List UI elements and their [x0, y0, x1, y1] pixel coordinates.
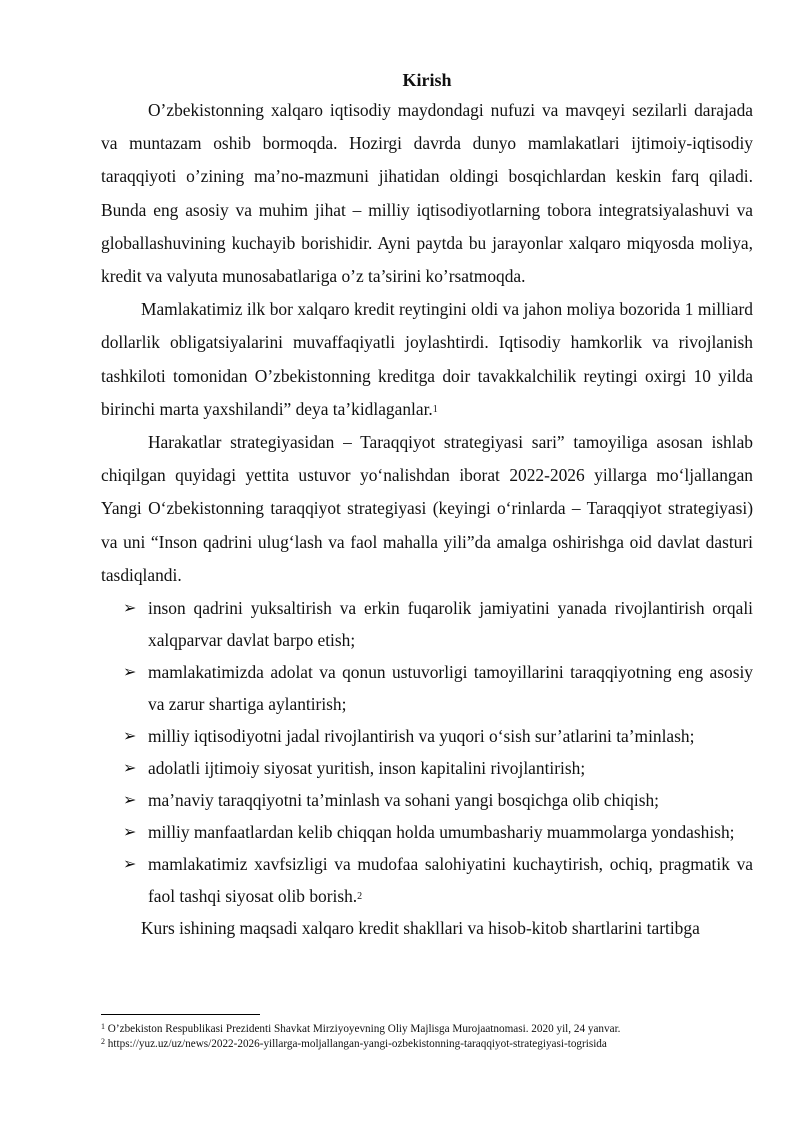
list-item-text: milliy iqtisodiyotni jadal rivojlantirish va yuqori o‘sish sur’atlarini ta’minlash; [148, 726, 695, 747]
list-item-text: inson qadrini yuksaltirish va erkin fuqarolik jamiyatini yanada rivojlantirish orqali xalqparvar davlat barpo etish; [148, 598, 753, 651]
document-body [101, 66, 753, 945]
arrow-bullet-icon: ➢ [123, 822, 137, 842]
list-item [101, 752, 753, 784]
footnote-number: 1 [101, 1022, 105, 1031]
footnote-text: O’zbekiston Respublikasi Prezidenti Shavkat Mirziyoyevning Oliy Majlisga Murojaatnomasi. 2020 yil, 24 yanvar. [107, 1023, 621, 1035]
list-item [101, 816, 753, 848]
list-item-text: mamlakatimizda adolat va qonun ustuvorligi tamoyillarini taraqqiyotning eng asosiy va zarur shartiga aylantirish; [148, 662, 753, 715]
list-item [101, 592, 753, 656]
arrow-bullet-icon: ➢ [123, 726, 137, 746]
paragraph-course-goal: Kurs ishining maqsadi xalqaro kredit shakllari va hisob-kitob shartlarini tartibga [141, 918, 700, 939]
footnote-separator [101, 1014, 260, 1015]
section-title: Kirish [402, 70, 452, 90]
arrow-bullet-icon: ➢ [123, 854, 137, 874]
footnote-ref-2: 2 [357, 891, 363, 903]
arrow-bullet-icon: ➢ [123, 790, 137, 810]
list-item [101, 720, 753, 752]
footnote-ref-1: 1 [432, 403, 438, 415]
footnote-number: 2 [101, 1037, 105, 1046]
paragraph-credit-rating-text: Mamlakatimiz ilk bor xalqaro kredit reytingini oldi va jahon moliya bozorida 1 milliard dollarlik obligatsiyalarini muvaffaqiyatli joylashtirdi. Iqtisodiy hamkorlik va rivojlanish tashkiloti tomonidan O’zbekistonning kreditga doir tavakkalchilik reytingi oxirgi 10 yilda birinchi marta yaxshilandi” deya ta’kidlaganlar. [101, 299, 753, 419]
arrow-bullet-icon: ➢ [123, 758, 137, 778]
list-item-text: ma’naviy taraqqiyotni ta’minlash va sohani yangi bosqichga olib chiqish; [148, 790, 659, 811]
list-item-text: adolatli ijtimoiy siyosat yuritish, inson kapitalini rivojlantirish; [148, 758, 586, 779]
footnote-1 [101, 1022, 753, 1036]
list-item-text: mamlakatimiz xavfsizligi va mudofaa salohiyatini kuchaytirish, ochiq, pragmatik va faol tashqi siyosat olib borish. [148, 854, 753, 907]
paragraph-credit-rating [101, 293, 753, 426]
list-item [101, 848, 753, 912]
list-item [101, 784, 753, 816]
list-item-text: milliy manfaatlardan kelib chiqqan holda umumbashariy muammolarga yondashish; [148, 822, 735, 843]
arrow-bullet-icon: ➢ [123, 662, 137, 682]
arrow-bullet-icon: ➢ [123, 598, 137, 618]
paragraph-intro: O’zbekistonning xalqaro iqtisodiy maydondagi nufuzi va mavqeyi sezilarli darajada va muntazam oshib bormoqda. Hozirgi davrda dunyo mamlakatlari ijtimoiy-iqtisodiy taraqqiyoti o’zining ma’no-mazmuni jihatidan oldingi bosqichlardan keskin farq qiladi. Bunda eng asosiy va muhim jihat – milliy iqtisodiyotlarning tobora integratsiyalashuvi va globallashuvining kuchayib borishidir. Ayni paytda bu jarayonlar xalqaro miqyosda moliya, kredit va valyuta munosabatlariga o’z ta’sirini ko’rsatmoqda. [101, 100, 753, 287]
list-item [101, 656, 753, 720]
footnote-link[interactable]: https://yuz.uz/uz/news/2022-2026-yillarga-moljallangan-yangi-ozbekistonning-taraqqiyot-strategiyasi-togrisida [107, 1038, 607, 1050]
paragraph-strategy: Harakatlar strategiyasidan – Taraqqiyot strategiyasi sari” tamoyiliga asosan ishlab chiqilgan quyidagi yettita ustuvor yo‘nalishdan iborat 2022-2026 yillarga mo‘ljallangan Yangi O‘zbekistonning taraqqiyot strategiyasi (keyingi o‘rinlarda – Taraqqiyot strategiyasi) va uni “Inson qadrini ulug‘lash va faol mahalla yili”da amalga oshirishga oid davlat dasturi tasdiqlandi. [101, 432, 753, 585]
footnote-2 [101, 1037, 753, 1051]
priority-list [101, 592, 753, 912]
